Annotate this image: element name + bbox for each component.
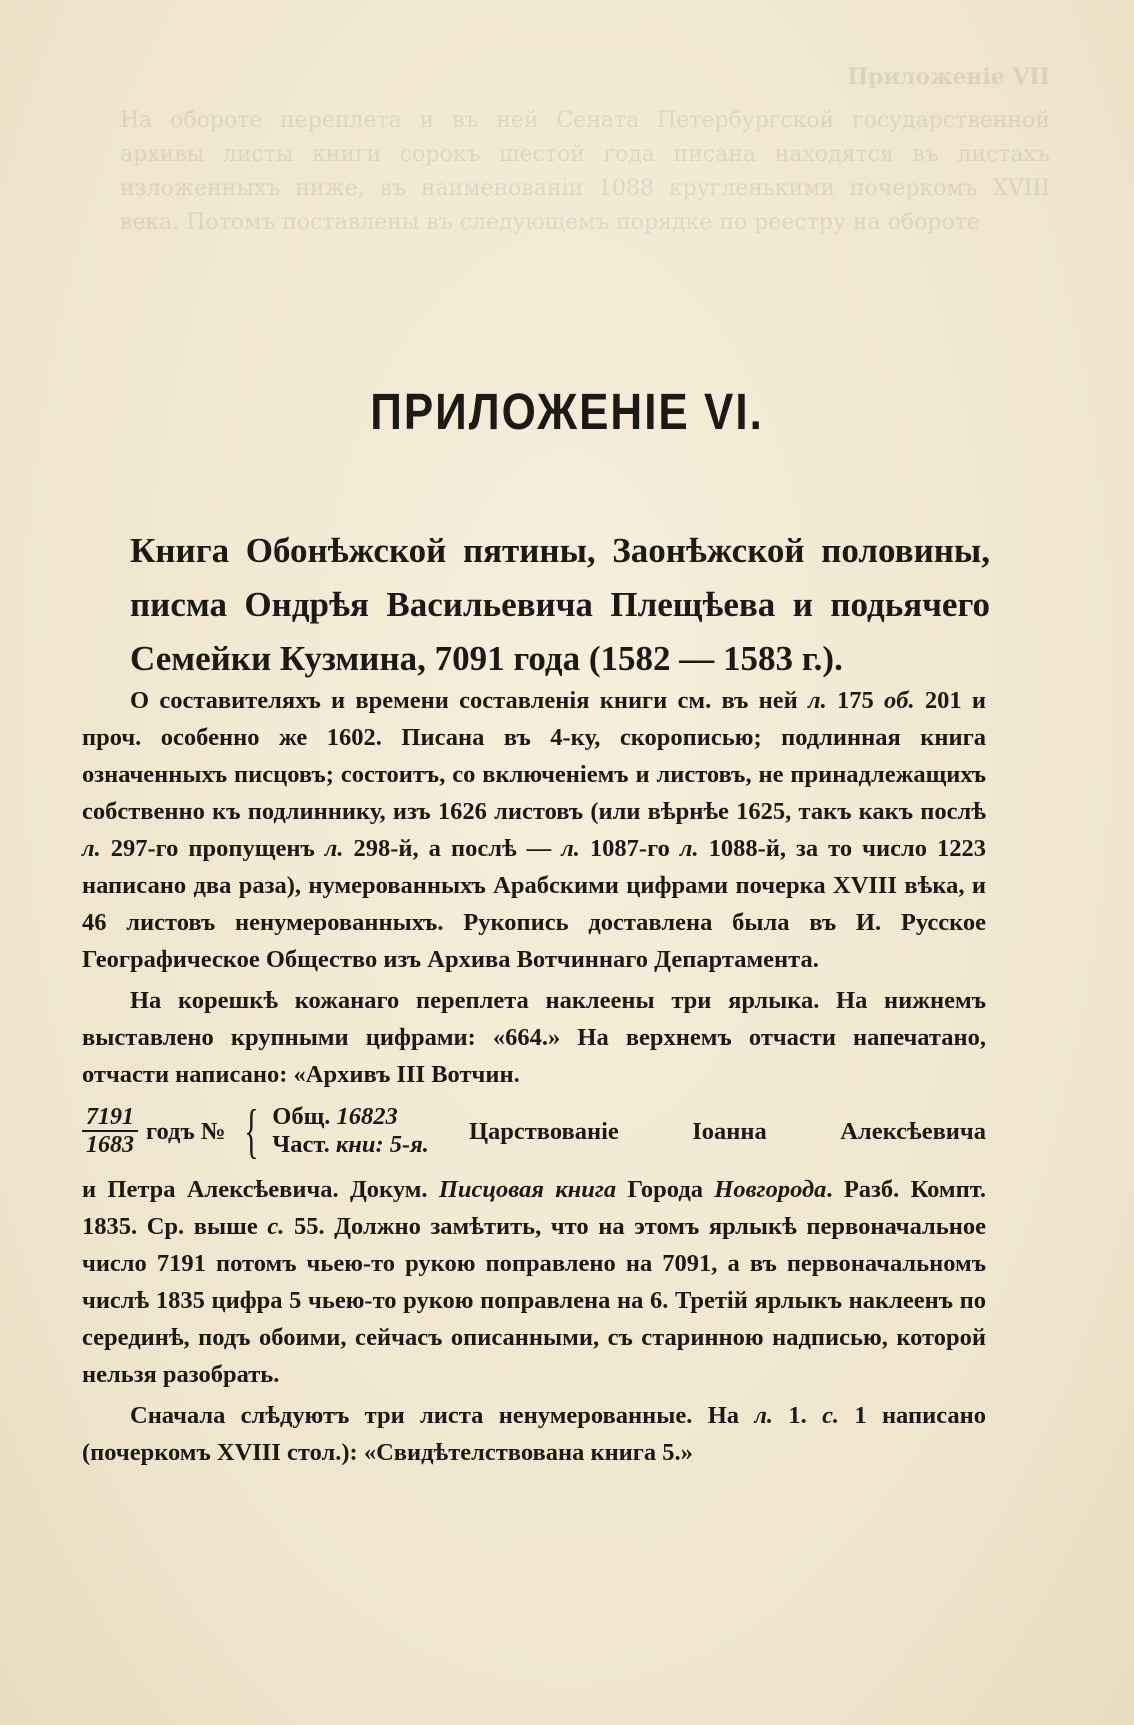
book-subtitle: Книга Обонѣжской пятины, Заонѣжской половины, писма Ондрѣя Васильевича Плещѣева и подьячего Семейки Кузмина, 7091 года (1582 — 1583 г.). xyxy=(130,531,990,678)
year-fraction xyxy=(82,1104,138,1158)
fraction-denominator: 1683 xyxy=(86,1132,134,1158)
chast-line: Част. кни: 5-я. xyxy=(272,1131,429,1158)
fraction-numerator: 7191 xyxy=(82,1104,138,1132)
bleed-through-text xyxy=(120,60,1050,420)
paragraph-3: и Петра Алексѣевича. Докум. Писцовая книга Города Новгорода. Разб. Компт. 1835. Ср. выше с. 55. Должно замѣтить, что на этомъ ярлыкѣ первоначальное число 7191 потомъ чьею-то рукою поправлено на 7091, а въ первоначальномъ числѣ 1835 цифра 5 чьею-то рукою поправлена на 6. Третій ярлыкъ наклеенъ по серединѣ, подъ обоими, сейчасъ описанными, съ старинною надписью, которой нельзя разобрать. xyxy=(82,1176,987,1388)
body-text xyxy=(82,682,986,1471)
obsch-line: Общ. 16823 xyxy=(272,1103,398,1130)
reign-text: Царствованіе Іоанна Алексѣевича xyxy=(468,1117,986,1145)
archive-label-line xyxy=(82,1099,986,1163)
bleed-through-title: Приложеніе VII xyxy=(847,64,1050,90)
curly-brace-icon: { xyxy=(244,1098,260,1164)
year-number-label: годъ № xyxy=(146,1117,226,1145)
label-stack xyxy=(272,1103,429,1159)
appendix-heading: ПРИЛОЖЕНІЕ VI. xyxy=(370,384,764,441)
bleed-through-body: На обороте переплета и въ ней Сената Петербургской государственной архивы листы книги сорокъ шестой года писана находятся въ листахъ изложенныхъ ниже, въ наименованіи 1088 кругленькими почеркомъ XVIII века. Потомъ поставлены въ следующемъ порядке по реестру на обороте xyxy=(120,108,1050,235)
paragraph-4: Сначала слѣдуютъ три листа ненумерованные. На л. 1. с. 1 написано (почеркомъ XVIII стол.): «Свидѣтелствована книга 5.» xyxy=(82,1402,987,1466)
paragraph-1: О составителяхъ и времени составленія книги см. въ ней л. 175 об. 201 и проч. особенно же 1602. Писана въ 4-ку, скорописью; подлинная книга означенныхъ писцовъ; состоитъ, со включеніемъ и листовъ, не принадлежащихъ собственно къ подлиннику, изъ 1626 листовъ (или вѣрнѣе 1625, такъ какъ послѣ л. 297-го пропущенъ л. 298-й, а послѣ — л. 1087-го л. 1088-й, за то число 1223 написано два раза), нумерованныхъ Арабскими цифрами почерка XVIII вѣка, и 46 листовъ ненумерованныхъ. Рукопись доставлена была въ И. Русское Географическое Общество изъ Архива Вотчиннаго Департамента. xyxy=(82,687,986,973)
paragraph-2: На корешкѣ кожанаго переплета наклеены три ярлыка. На нижнемъ выставлено крупными цифрами: «664.» На верхнемъ отчасти напечатано, отчасти написано: «Архивъ III Вотчин. xyxy=(82,987,986,1088)
